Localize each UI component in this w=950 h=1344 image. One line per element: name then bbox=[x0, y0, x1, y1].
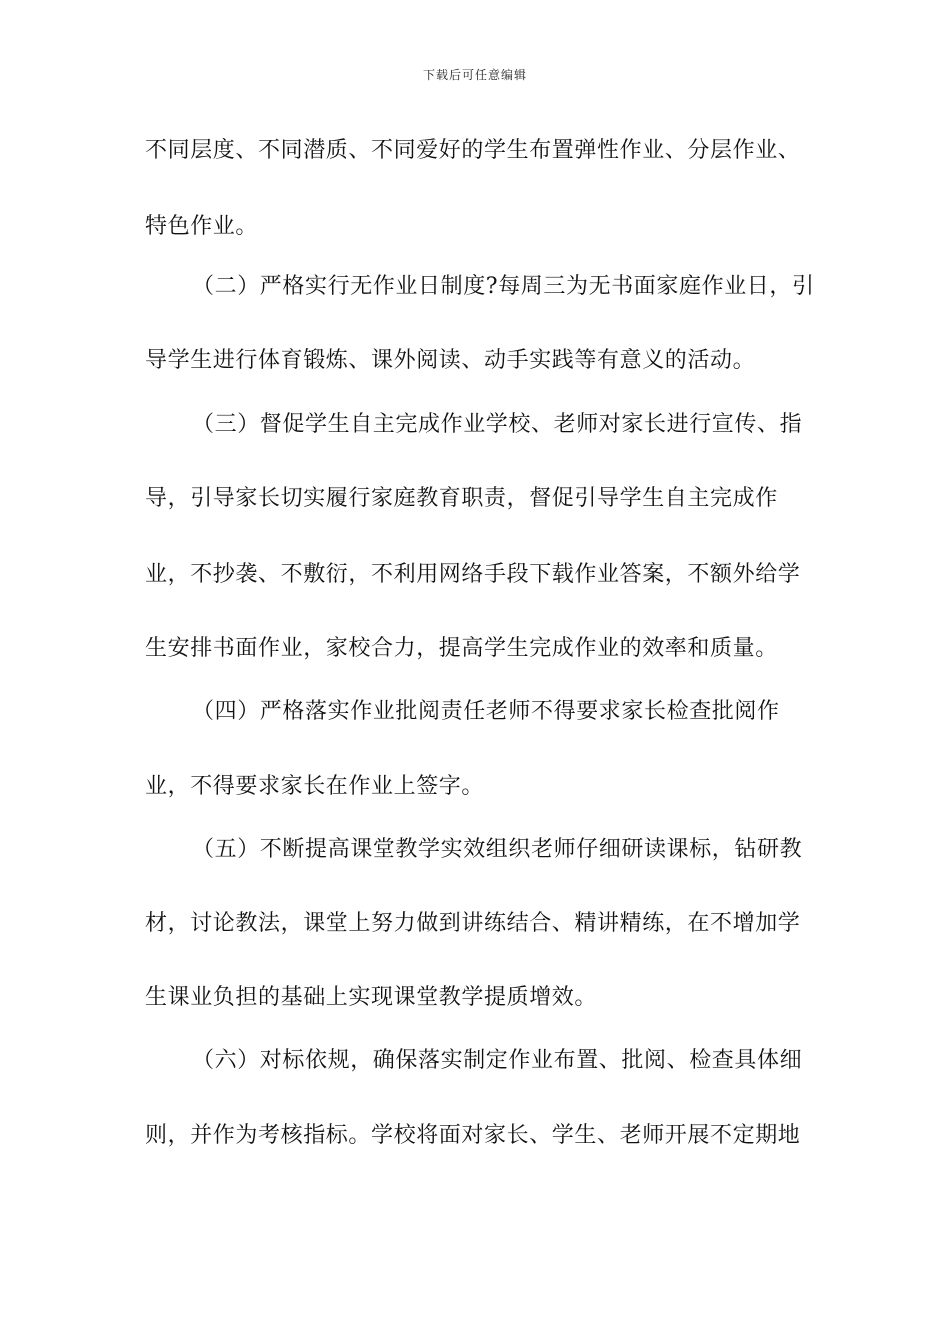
paragraph-line: 材，讨论教法，课堂上努力做到讲练结合、精讲精练，在不增加学 bbox=[145, 911, 801, 936]
paragraph-line: 特色作业。 bbox=[145, 214, 259, 239]
paragraph-line: 生课业负担的基础上实现课堂教学提质增效。 bbox=[145, 985, 598, 1010]
paragraph-line: 导学生进行体育锻炼、课外阅读、动手实践等有意义的活动。 bbox=[145, 348, 756, 373]
paragraph-line: 业，不抄袭、不敷衍，不利用网络手段下载作业答案，不额外给学 bbox=[145, 562, 801, 587]
paragraph-line: 则，并作为考核指标。学校将面对家长、学生、老师开展不定期地 bbox=[145, 1123, 801, 1148]
paragraph-line: （六）对标依规，确保落实制定作业布置、批阅、检查具体细 bbox=[192, 1048, 803, 1073]
paragraph-line: 业，不得要求家长在作业上签字。 bbox=[145, 774, 485, 799]
paragraph-line: 生安排书面作业，家校合力，提高学生完成作业的效率和质量。 bbox=[145, 636, 778, 661]
paragraph-line: 不同层度、不同潜质、不同爱好的学生布置弹性作业、分层作业、 bbox=[145, 138, 801, 163]
paragraph-line: （三）督促学生自主完成作业学校、老师对家长进行宣传、指 bbox=[192, 412, 803, 437]
paragraph-line: （二）严格实行无作业日制度?每周三为无书面家庭作业日，引 bbox=[192, 274, 815, 299]
paragraph-line: 导，引导家长切实履行家庭教育职责，督促引导学生自主完成作 bbox=[145, 486, 778, 511]
paragraph-line: （五）不断提高课堂教学实效组织老师仔细研读课标，钻研教 bbox=[192, 837, 803, 862]
paragraph-line: （四）严格落实作业批阅责任老师不得要求家长检查批阅作 bbox=[192, 699, 780, 724]
page-header: 下载后可任意编辑 bbox=[422, 68, 527, 82]
